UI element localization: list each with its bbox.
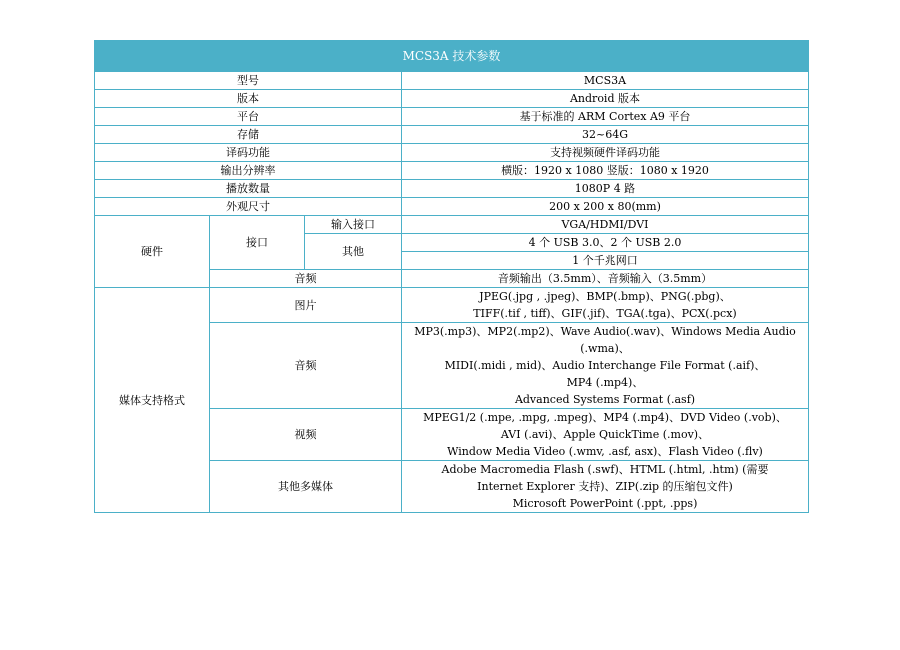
table-row bbox=[95, 198, 809, 216]
table-row bbox=[95, 288, 809, 323]
format-line: MP4 (.mp4)、 bbox=[566, 376, 644, 389]
format-line: MPEG1/2 (.mpe, .mpg, .mpeg)、MP4 (.mp4)、DVD Video (.vob)、 bbox=[423, 411, 787, 424]
format-line: MP3(.mp3)、MP2(.mp2)、Wave Audio(.wav)、Windows Media Audio bbox=[414, 325, 796, 338]
row-value: 横版：1920 x 1080 竖版：1080 x 1920 bbox=[402, 162, 809, 180]
spec-table bbox=[94, 40, 809, 513]
format-line: AVI (.avi)、Apple QuickTime (.mov)、 bbox=[500, 428, 710, 441]
row-value: MCS3A bbox=[402, 72, 809, 90]
audio-label: 音频 bbox=[210, 270, 402, 288]
media-row-label: 图片 bbox=[210, 288, 402, 323]
row-label: 播放数量 bbox=[95, 180, 402, 198]
media-row-value bbox=[402, 409, 809, 461]
table-title: MCS3A 技术参数 bbox=[95, 41, 809, 72]
format-line: Window Media Video (.wmv, .asf, asx)、Flash Video (.flv) bbox=[447, 445, 763, 458]
row-value: 支持视频硬件译码功能 bbox=[402, 144, 809, 162]
table-row bbox=[95, 216, 809, 234]
row-label: 外观尺寸 bbox=[95, 198, 402, 216]
row-value: 1080P 4 路 bbox=[402, 180, 809, 198]
media-row-value bbox=[402, 461, 809, 513]
media-row-label: 音频 bbox=[210, 323, 402, 409]
format-line: Advanced Systems Format (.asf) bbox=[514, 393, 696, 406]
row-value: Android 版本 bbox=[402, 90, 809, 108]
table-row bbox=[95, 90, 809, 108]
input-interface-value: VGA/HDMI/DVI bbox=[402, 216, 809, 234]
table-row bbox=[95, 180, 809, 198]
table-row bbox=[95, 144, 809, 162]
row-value: 基于标准的 ARM Cortex A9 平台 bbox=[402, 108, 809, 126]
usb-ports-value: 4 个 USB 3.0、2 个 USB 2.0 bbox=[402, 234, 809, 252]
interface-label: 接口 bbox=[210, 216, 305, 270]
network-port-value: 1 个千兆网口 bbox=[402, 252, 809, 270]
media-row-value bbox=[402, 288, 809, 323]
table-row bbox=[95, 126, 809, 144]
format-line: Adobe Macromedia Flash (.swf)、HTML (.html, .htm) (需要 bbox=[441, 463, 769, 476]
row-label: 型号 bbox=[95, 72, 402, 90]
row-value: 32~64G bbox=[402, 126, 809, 144]
row-value: 200 x 200 x 80(mm) bbox=[402, 198, 809, 216]
hardware-label: 硬件 bbox=[95, 216, 210, 288]
table-row bbox=[95, 162, 809, 180]
row-label: 平台 bbox=[95, 108, 402, 126]
format-line: Internet Explorer 支持)、ZIP(.zip 的压缩包文件) bbox=[477, 480, 733, 493]
format-line: MIDI(.midi , mid)、Audio Interchange File Format (.aif)、 bbox=[444, 359, 766, 372]
row-label: 存储 bbox=[95, 126, 402, 144]
media-row-label: 视频 bbox=[210, 409, 402, 461]
table-row bbox=[95, 72, 809, 90]
media-formats-label: 媒体支持格式 bbox=[95, 288, 210, 513]
row-label: 版本 bbox=[95, 90, 402, 108]
format-line: TIFF(.tif , tiff)、GIF(.jif)、TGA(.tga)、PCX(.pcx) bbox=[473, 307, 737, 320]
row-label: 译码功能 bbox=[95, 144, 402, 162]
media-row-label: 其他多媒体 bbox=[210, 461, 402, 513]
audio-value: 音频输出（3.5mm）、音频输入（3.5mm） bbox=[402, 270, 809, 288]
row-label: 输出分辨率 bbox=[95, 162, 402, 180]
media-row-value bbox=[402, 323, 809, 409]
format-line: (.wma)、 bbox=[580, 342, 630, 355]
input-interface-label: 输入接口 bbox=[305, 216, 402, 234]
table-row bbox=[95, 108, 809, 126]
format-line: JPEG(.jpg , .jpeg)、BMP(.bmp)、PNG(.pbg)、 bbox=[479, 290, 731, 303]
other-interface-label: 其他 bbox=[305, 234, 402, 270]
format-line: Microsoft PowerPoint (.ppt, .pps) bbox=[512, 497, 698, 510]
